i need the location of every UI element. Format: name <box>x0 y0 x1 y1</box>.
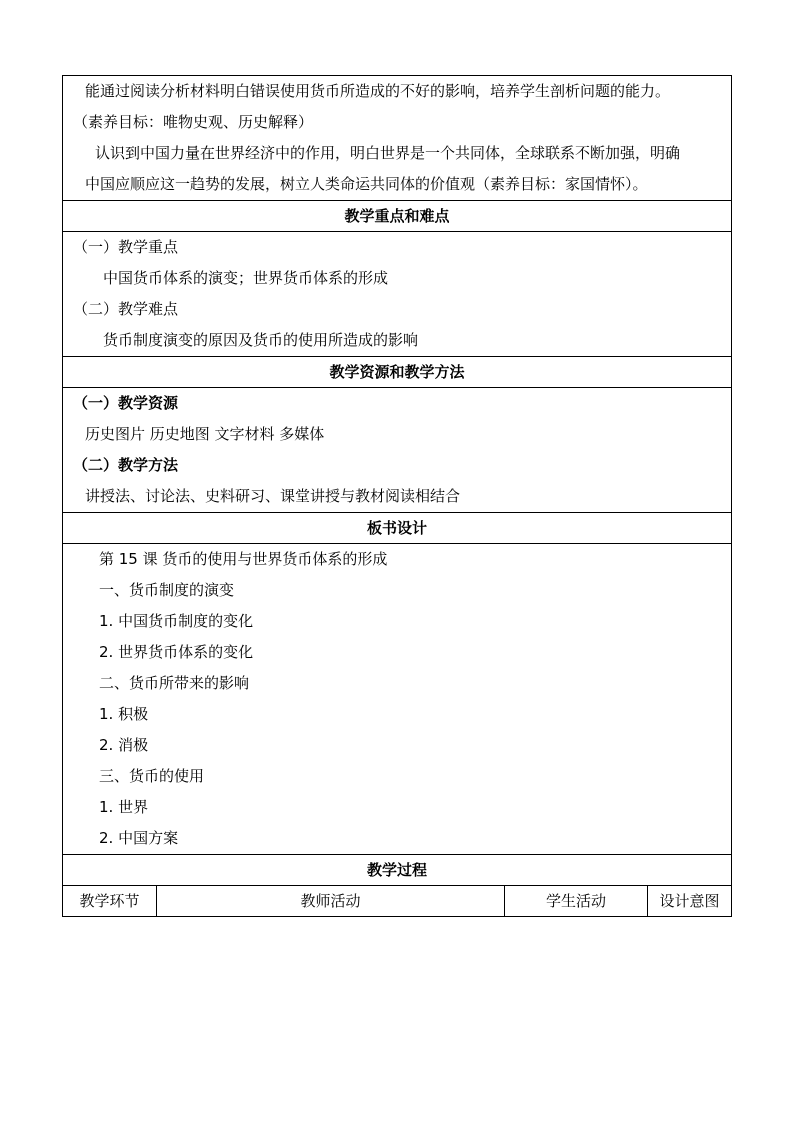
column-student-activity: 学生活动 <box>505 886 648 916</box>
process-header: 教学过程 <box>62 855 732 886</box>
key-points-subtitle-1: （一）教学重点 <box>73 238 179 256</box>
board-item: 1. 积极 <box>99 705 149 723</box>
board-header: 板书设计 <box>62 513 732 544</box>
board-item: 二、货币所带来的影响 <box>99 674 250 692</box>
column-design-intent: 设计意图 <box>659 892 720 910</box>
resources-header: 教学资源和教学方法 <box>62 357 732 388</box>
goal-line-4: 中国应顺应这一趋势的发展，树立人类命运共同体的价值观（素养目标：家国情怀）。 <box>85 175 648 193</box>
key-points-subtitle-2: （二）教学难点 <box>73 300 179 318</box>
board-section <box>62 544 732 855</box>
resources-text-2: 讲授法、讨论法、史料研习、课堂讲授与教材阅读相结合 <box>85 487 461 505</box>
resources-section <box>62 388 732 513</box>
column-teacher-activity: 教师活动 <box>157 886 505 916</box>
resources-subtitle-2: （二）教学方法 <box>73 456 179 474</box>
board-item: 第 15 课 货币的使用与世界货币体系的形成 <box>99 550 388 568</box>
key-points-section <box>62 232 732 357</box>
goal-line-2: （素养目标：唯物史观、历史解释） <box>73 113 314 131</box>
column-teaching-stage: 教学环节 <box>63 886 157 916</box>
key-points-header: 教学重点和难点 <box>62 201 732 232</box>
goals-section <box>62 75 732 201</box>
board-item: 1. 中国货币制度的变化 <box>99 612 254 630</box>
lesson-plan-table <box>62 75 732 917</box>
board-item: 2. 中国方案 <box>99 829 179 847</box>
board-item: 三、货币的使用 <box>99 767 205 785</box>
board-item: 一、货币制度的演变 <box>99 581 235 599</box>
board-item: 1. 世界 <box>99 798 149 816</box>
process-columns-row <box>62 886 732 917</box>
key-points-text-2: 货币制度演变的原因及货币的使用所造成的影响 <box>103 331 419 349</box>
board-item: 2. 消极 <box>99 736 149 754</box>
goal-line-1: 能通过阅读分析材料明白错误使用货币所造成的不好的影响，培养学生剖析问题的能力。 <box>85 82 671 100</box>
resources-subtitle-1: （一）教学资源 <box>73 394 179 412</box>
goal-line-3: 认识到中国力量在世界经济中的作用，明白世界是一个共同体，全球联系不断加强，明确 <box>95 144 681 162</box>
resources-text-1: 历史图片 历史地图 文字材料 多媒体 <box>85 425 325 443</box>
key-points-text-1: 中国货币体系的演变；世界货币体系的形成 <box>103 269 389 287</box>
board-item: 2. 世界货币体系的变化 <box>99 643 254 661</box>
